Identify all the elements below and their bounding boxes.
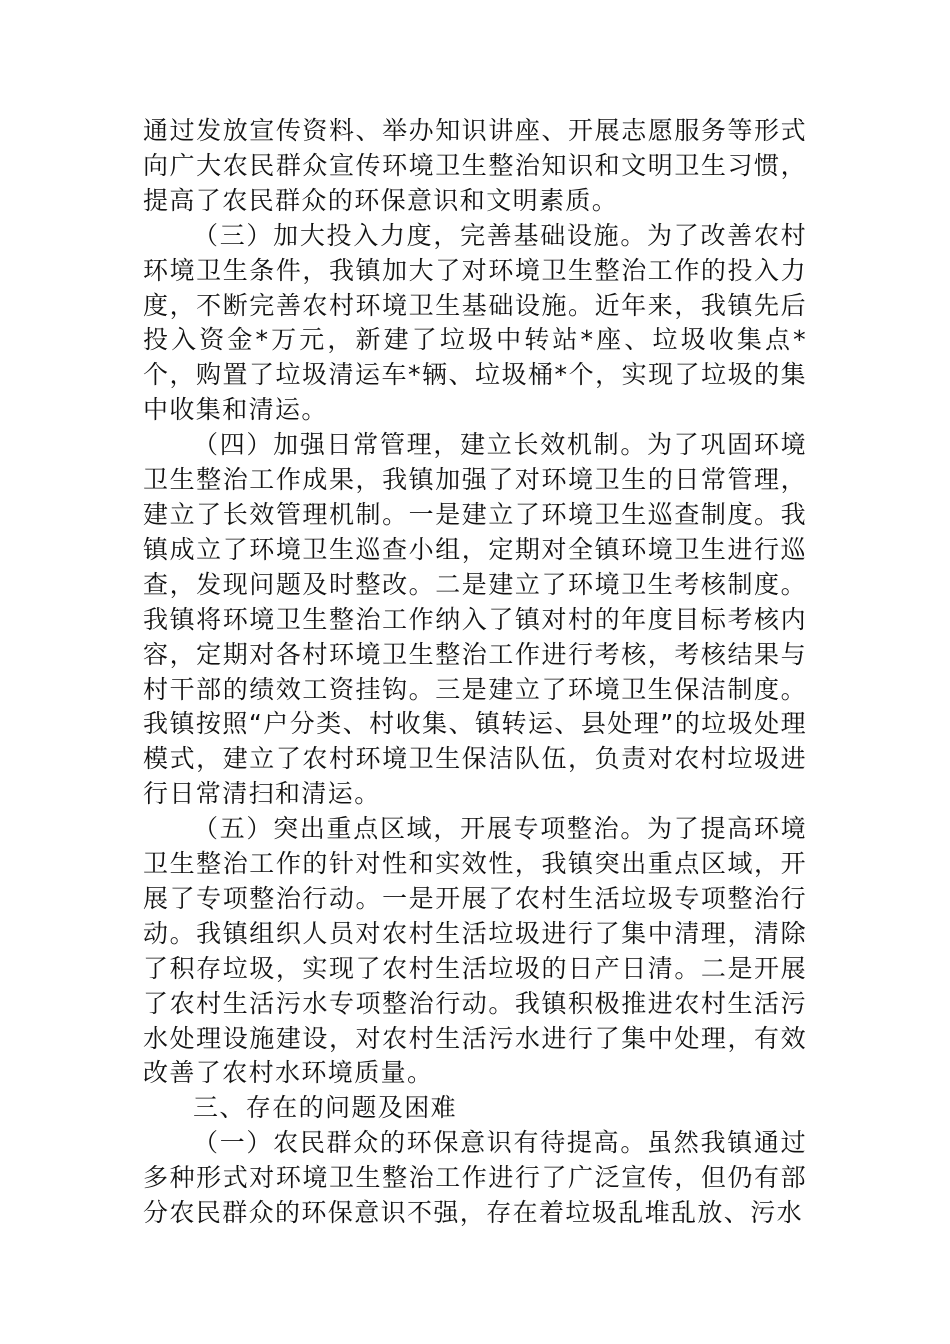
section-heading: 三、存在的问题及困难 [193,1093,458,1123]
paragraph-continuation: 通过发放宣传资料、举办知识讲座、开展志愿服务等形式向广大农民群众宣传环境卫生整治知识和文明卫生习惯，提高了农民群众的环保意识和文明素质。 [143,116,807,215]
paragraph-special-rectification: （五）突出重点区域，开展专项整治。为了提高环境卫生整治工作的针对性和实效性，我镇突出重点区域，开展了专项整治行动。一是开展了农村生活垃圾专项整治行动。我镇组织人员对农村生活垃圾进行了集中清理，清除了积存垃圾，实现了农村生活垃圾的日产日清。二是开展了农村生活污水专项整治行动。我镇积极推进农村生活污水处理设施建设，对农村生活污水进行了集中处理，有效改善了农村水环境质量。 [143,814,807,1088]
document-page [143,114,807,1231]
paragraph-daily-management: （四）加强日常管理，建立长效机制。为了巩固环境卫生整治工作成果，我镇加强了对环境卫生的日常管理，建立了长效管理机制。一是建立了环境卫生巡查制度。我镇成立了环境卫生巡查小组，定期对全镇环境卫生进行巡查，发现问题及时整改。二是建立了环境卫生考核制度。我镇将环境卫生整治工作纳入了镇对村的年度目标考核内容，定期对各村环境卫生整治工作进行考核，考核结果与村干部的绩效工资挂钩。三是建立了环境卫生保洁制度。我镇按照“户分类、村收集、镇转运、县处理”的垃圾处理模式，建立了农村环境卫生保洁队伍，负责对农村垃圾进行日常清扫和清运。 [143,430,807,809]
paragraph-problems: （一）农民群众的环保意识有待提高。虽然我镇通过多种形式对环境卫生整治工作进行了广泛宣传，但仍有部分农民群众的环保意识不强，存在着垃圾乱堆乱放、污水 [143,1128,807,1228]
paragraph-infrastructure: （三）加大投入力度，完善基础设施。为了改善农村环境卫生条件，我镇加大了对环境卫生整治工作的投入力度，不断完善农村环境卫生基础设施。近年来，我镇先后投入资金*万元，新建了垃圾中转站*座、垃圾收集点*个，购置了垃圾清运车*辆、垃圾桶*个，实现了垃圾的集中收集和清运。 [143,220,807,425]
